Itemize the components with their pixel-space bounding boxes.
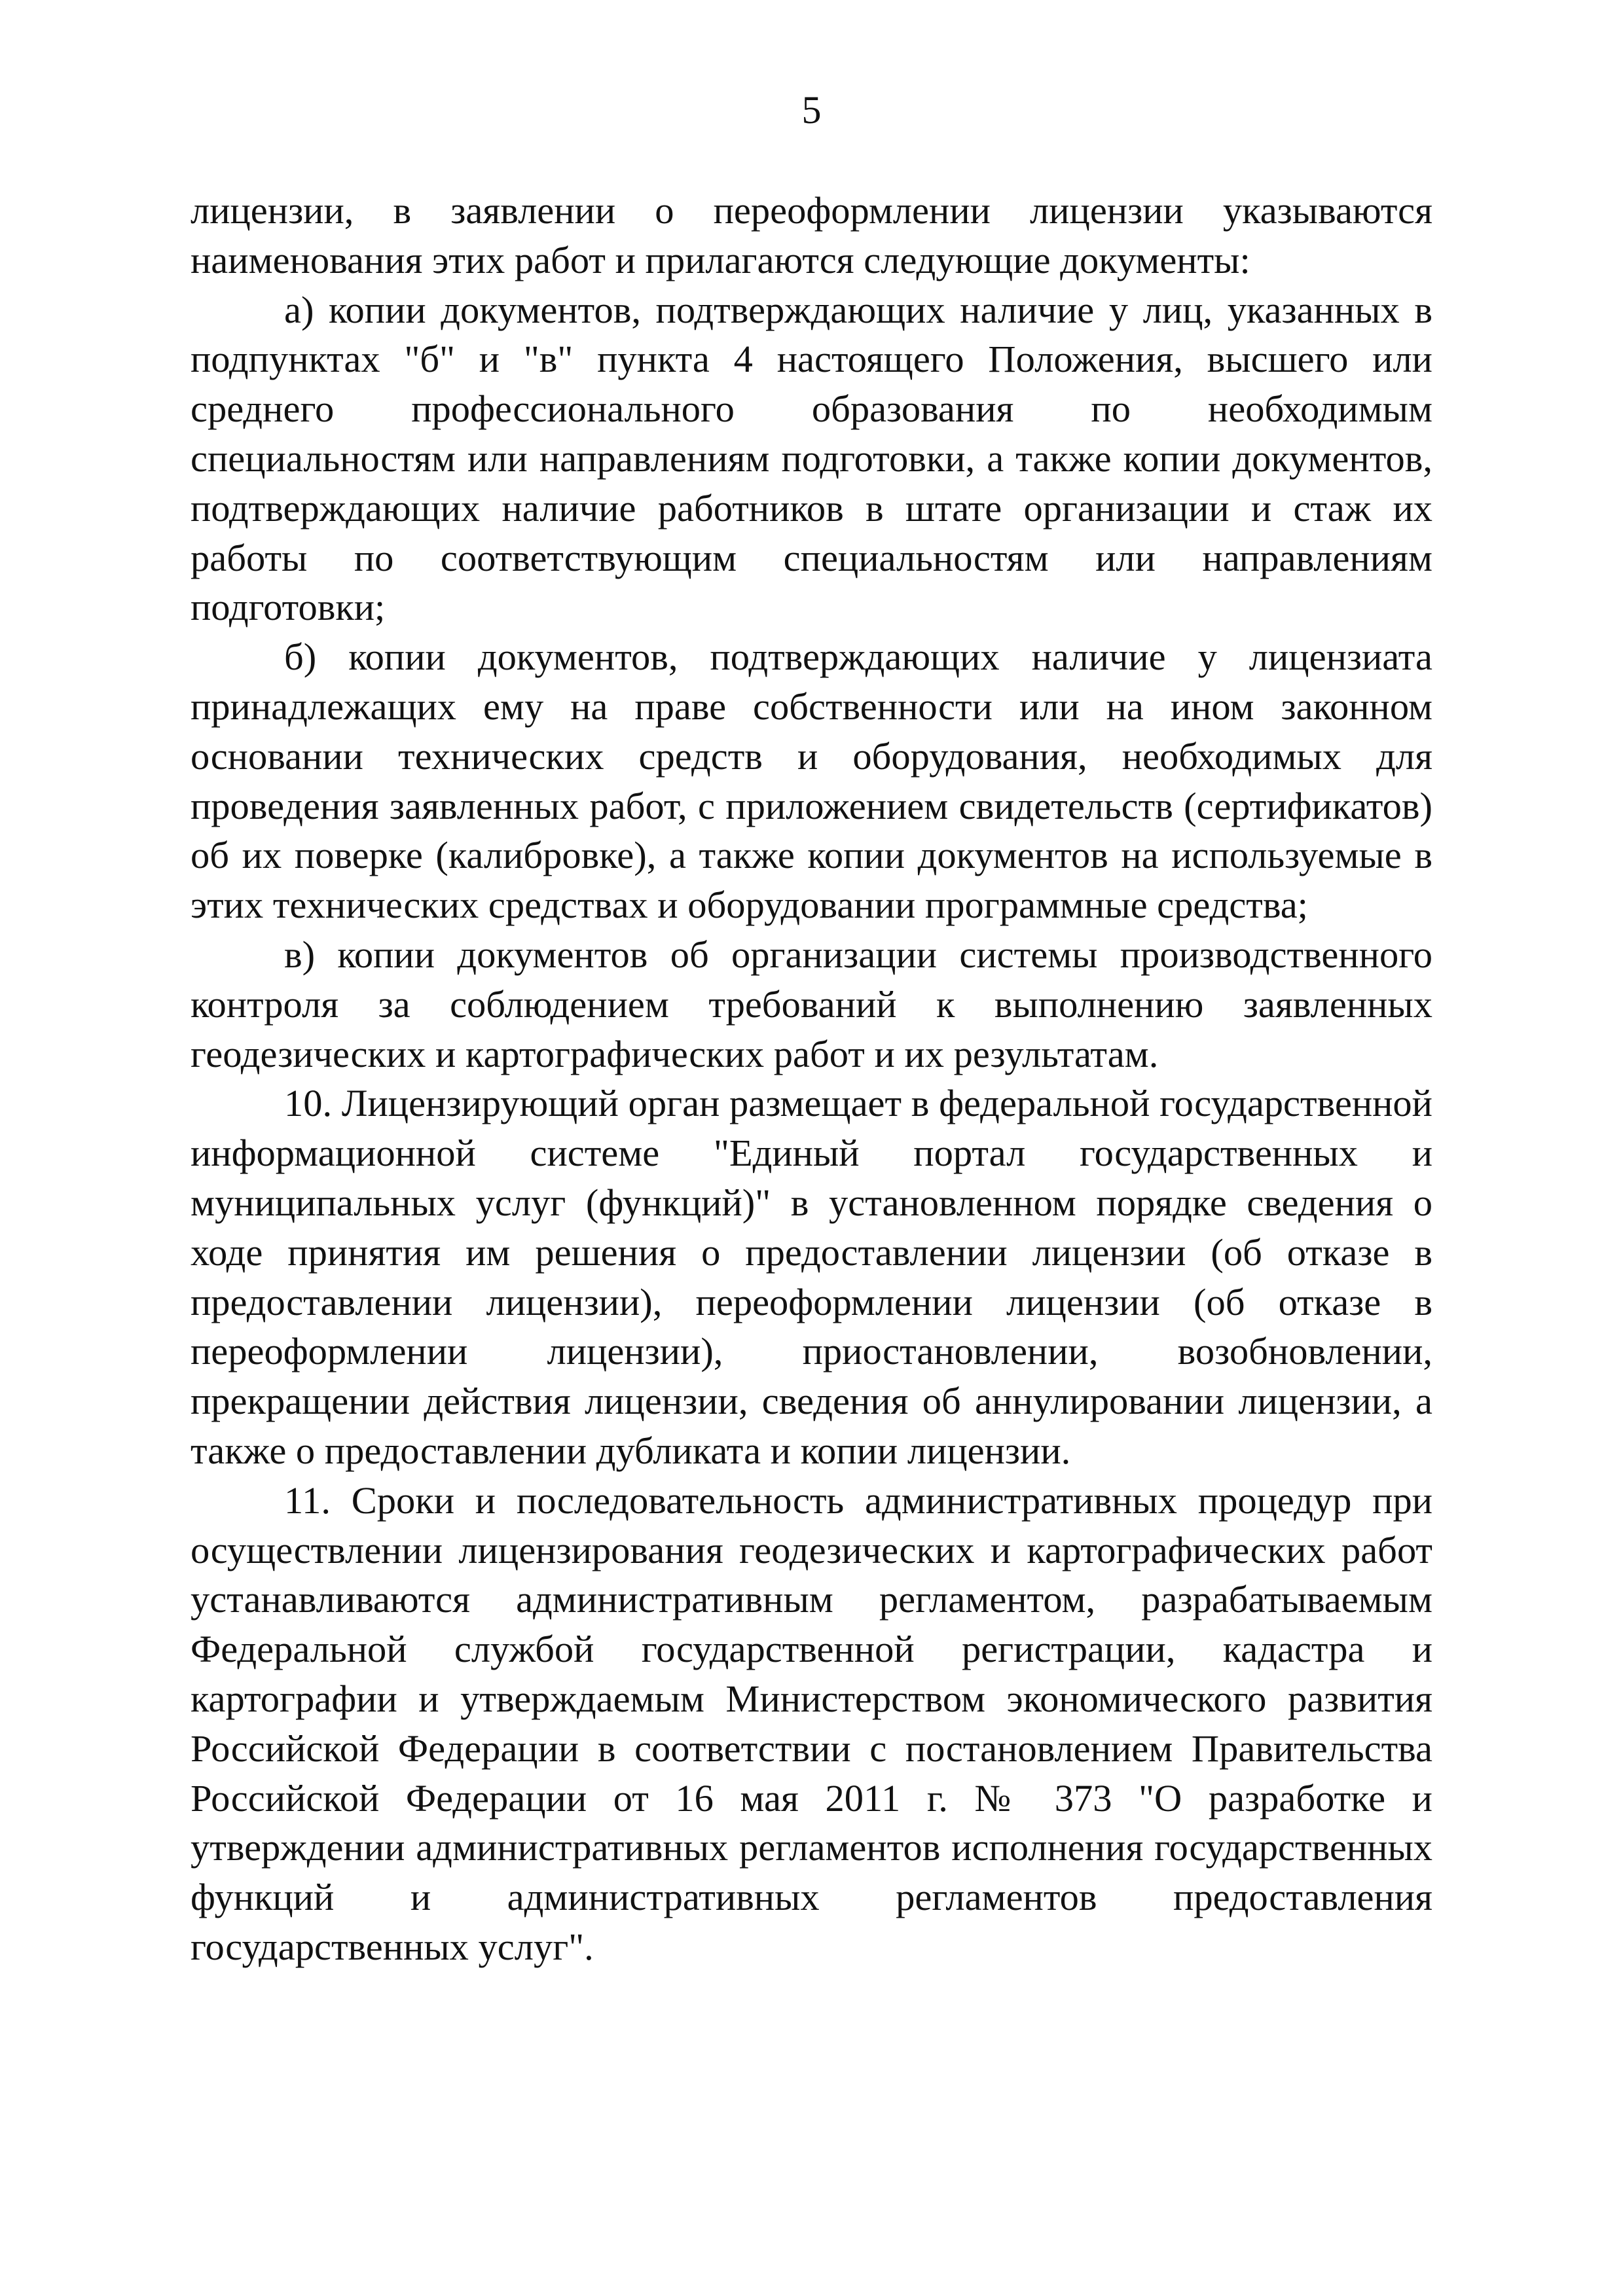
document-body: [191, 186, 1432, 1972]
page-number: 5: [801, 88, 822, 132]
paragraph-continuation: лицензии, в заявлении о переоформлении лицензии указываются наименования этих работ и прилагаются следующие документы:: [191, 189, 1432, 281]
paragraph-11: 11. Сроки и последовательность административных процедур при осуществлении лицензирования геодезических и картографических работ устанавливаются административным регламентом, разрабатываемым Федеральной службой государственной регистрации, кадастра и картографии и утверждаемым Министерством экономического развития Российской Федерации в соответствии с постановлением Правительства Российской Федерации от 16 мая 2011 г. № 373 "О разработке и утверждении административных регламентов исполнения государственных функций и административных регламентов предоставления государственных услуг".: [191, 1479, 1432, 1968]
paragraph-item-v: в) копии документов об организации системы производственного контроля за соблюдением требований к выполнению заявленных геодезических и картографических работ и их результатам.: [191, 933, 1432, 1075]
paragraph-10: 10. Лицензирующий орган размещает в федеральной государственной информационной системе "Единый портал государственных и муниципальных услуг (функций)" в установленном порядке сведения о ходе принятия им решения о предоставлении лицензии (об отказе в предоставлении лицензии), переоформлении лицензии (об отказе в переоформлении лицензии), приостановлении, возобновлении, прекращении действия лицензии, сведения об аннулировании лицензии, а также о предоставлении дубликата и копии лицензии.: [191, 1082, 1432, 1472]
paragraph-item-b: б) копии документов, подтверждающих наличие у лицензиата принадлежащих ему на праве собственности или на ином законном основании технических средств и оборудования, необходимых для проведения заявленных работ, с приложением свидетельств (сертификатов) об их поверке (калибровке), а также копии документов на используемые в этих технических средствах и оборудовании программные средства;: [191, 636, 1432, 927]
paragraph-item-a: а) копии документов, подтверждающих наличие у лиц, указанных в подпунктах "б" и "в" пункта 4 настоящего Положения, высшего или среднего профессионального образования по необходимым специальностям или направлениям подготовки, а также копии документов, подтверждающих наличие работников в штате организации и стаж их работы по соответствующим специальностям или направлениям подготовки;: [191, 288, 1432, 629]
